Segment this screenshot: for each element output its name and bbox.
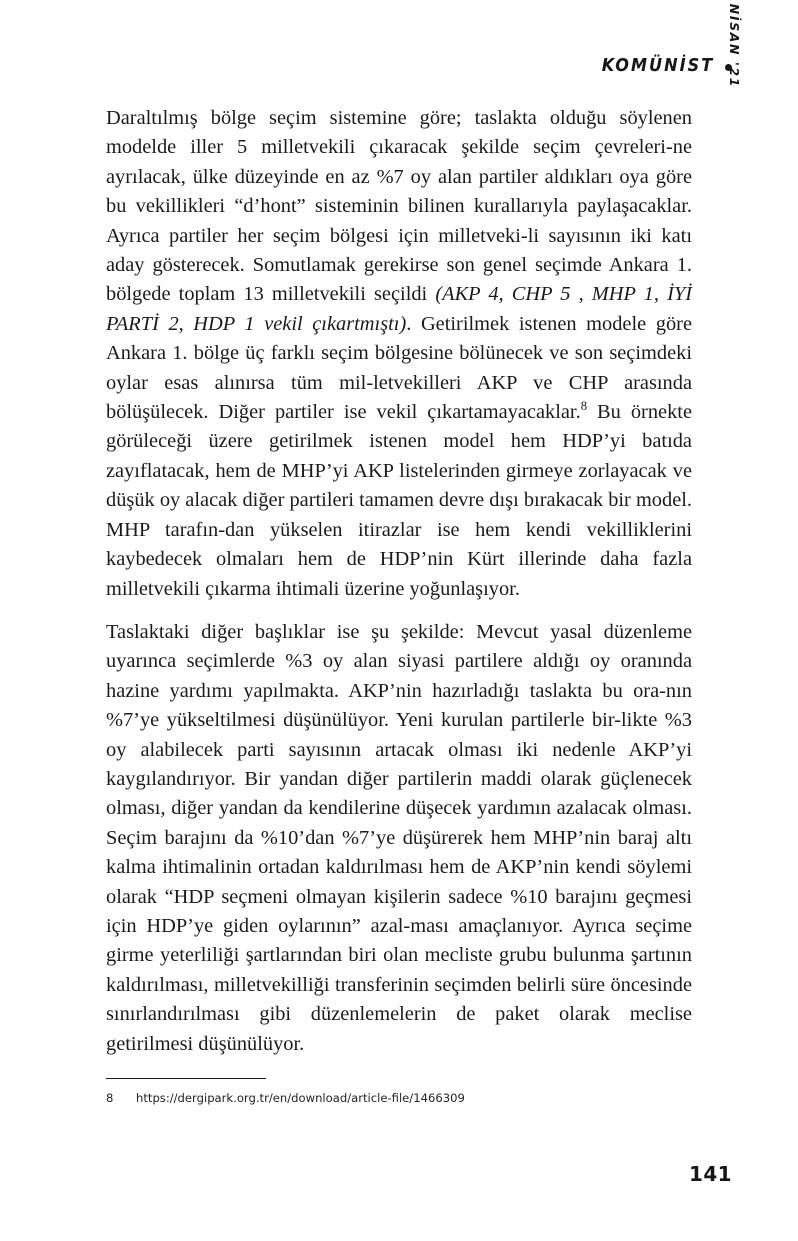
text-run: . Getirilmek istenen modele göre Ankara 1. bölge üç farklı seçim bölgesine bölünecek ve son seçimdeki oylar esas alınırsa tüm mil-letvekilleri AKP ve CHP arasında bölüşülecek. Diğer partiler ise vekil çıkartamayacaklar.: [106, 312, 693, 424]
issue-date-label: NİSAN '21: [727, 3, 742, 88]
text-run: Bu örnekte görüleceği üzere getirilmek istenen model hem HDP’yi batıda zayıflatacak, hem de MHP’yi AKP listelerinden girmeye zorlayacak ve düşük oy alacak diğer partileri tamamen devre dışı bırakacak bir model. MHP tarafın-dan yükselen itirazlar ise hem kendi vekilliklerini kaybedecek olmaları hem de HDP’nin Kürt illerinde daha fazla milletvekili çıkarma ihtimali üzerine yoğunlaşıyor.: [106, 401, 693, 600]
footnote-separator-rule: [106, 1078, 266, 1079]
italic-run: (AKP 4, CHP 5 , MHP 1, İYİ PARTİ 2, HDP 1 vekil çıkartmıştı): [106, 283, 692, 335]
footnote-url[interactable]: https://dergipark.org.tr/en/download/article-file/1466309: [136, 1091, 465, 1105]
text-run: Taslaktaki diğer başlıklar ise şu şekilde: Mevcut yasal düzenleme uyarınca seçimlerde %3 oy alan siyasi partilere aldığı oy oranında hazine yardımı yapılmakta. AKP’nin hazırladığı taslakta bu ora-nın %7’ye yükseltilmesi düşünülüyor. Yeni kurulan partilerle bir-likte %3 oy alabilecek parti sayısının artacak olması iki nedenle AKP’yi kaygılandırıyor. Bir yandan diğer partilerin maddi olarak güçlenecek olması, diğer yandan da kendilerine düşecek yardımın azalacak olması. Seçim barajını da %10’dan %7’ye düşürerek hem MHP’nin baraj altı kalma ihtimalinin ortadan kaldırılması hem de AKP’nin kendi söylemi olarak “HDP seçmeni olmayan kişilerin sadece %10 barajını geçmesi için HDP’ye giden oylarının” azal-ması amaçlanıyor. Ayrıca seçime girme yeterliliği şartlarından biri olan mecliste grubu bulunma şartının kaldırılması, milletvekilliği transferinin seçimden belirli süre öncesinde sınırlandırılması gibi düzenlemelerin de paket olarak meclise getirilmesi düşünülüyor.: [106, 620, 692, 1055]
running-header-masthead: [592, 58, 732, 76]
footnote-item: [106, 1090, 692, 1106]
body-paragraph: [106, 104, 692, 604]
body-paragraph: [106, 618, 692, 1059]
masthead-title: KOMÜNİST: [601, 56, 714, 76]
footnote-area: [106, 1078, 692, 1106]
footnote-marker: 8: [106, 1091, 114, 1105]
footnote-reference[interactable]: 8: [580, 399, 588, 414]
page-number: 141: [689, 1162, 732, 1186]
text-run: Daraltılmış bölge seçim sistemine göre; taslakta olduğu söylenen modelde iller 5 milletvekili çıkaracak şekilde seçim çevreleri-ne ayrılacak, ülke düzeyinde en az %7 oy alan partiler aldıkları oya göre bu vekillikleri “d’hont” sisteminin bilinen kurallarıyla paylaşacaklar. Ayrıca partiler her seçim bölgesi için milletveki-li sayısının iki katı aday gösterecek. Somutlamak gerekirse son genel seçimde Ankara 1. bölgede toplam 13 milletvekili seçildi: [106, 107, 692, 306]
text-column: [106, 104, 692, 1059]
